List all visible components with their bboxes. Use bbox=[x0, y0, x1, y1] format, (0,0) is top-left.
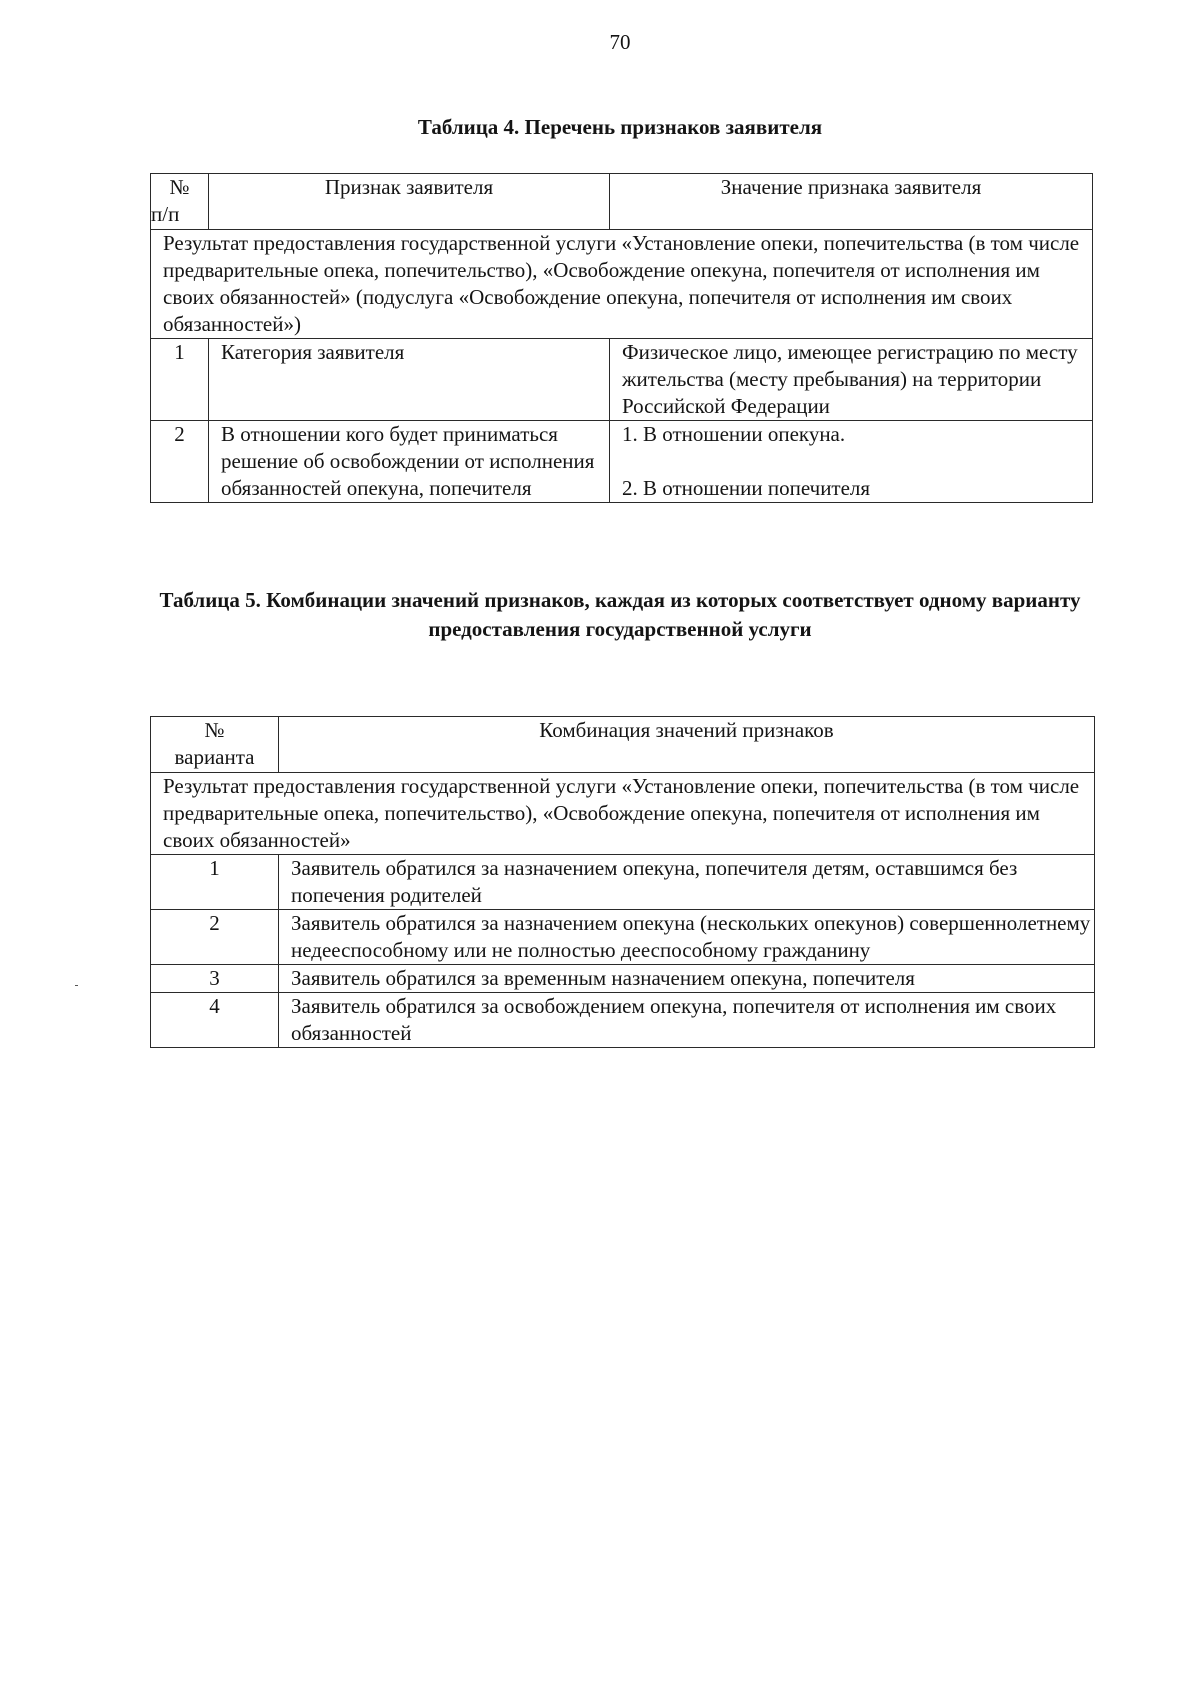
applicant-features-table bbox=[150, 173, 1093, 503]
table-row bbox=[151, 910, 1095, 965]
row-text: Заявитель обратился за назначением опекуна, попечителя детям, оставшимся без попечения родителей bbox=[279, 855, 1095, 910]
value-option: 2. В отношении попечителя bbox=[622, 476, 871, 500]
row-number: 1 bbox=[151, 339, 209, 421]
row-number: 3 bbox=[151, 965, 279, 993]
row-value: Физическое лицо, имеющее регистрацию по месту жительства (месту пребывания) на территории Российской Федерации bbox=[610, 339, 1093, 421]
header-num-cell bbox=[151, 174, 209, 230]
table-row bbox=[151, 965, 1095, 993]
feature-combinations-table bbox=[150, 716, 1095, 1048]
section-text: Результат предоставления государственной услуги «Установление опеки, попечительства (в том числе предварительные опека, попечительство), «Освобождение опекуна, попечителя от исполнения им своих обязанностей» (подуслуга «Освобождение опекуна, попечителя от исполнения им своих обязанностей») bbox=[151, 230, 1093, 339]
header-combination: Комбинация значений признаков bbox=[279, 717, 1095, 773]
page-number: 70 bbox=[609, 30, 631, 54]
table-header-row bbox=[151, 174, 1093, 230]
header-feature: Признак заявителя bbox=[209, 174, 610, 230]
header-num-cell bbox=[151, 717, 279, 773]
table-row bbox=[151, 855, 1095, 910]
section-text: Результат предоставления государственной услуги «Установление опеки, попечительства (в том числе предварительные опека, попечительство), «Освобождение опекуна, попечителя от исполнения им своих обязанностей» bbox=[151, 773, 1095, 855]
row-number: 4 bbox=[151, 993, 279, 1048]
row-value bbox=[610, 421, 1093, 503]
row-number: 1 bbox=[151, 855, 279, 910]
header-num-symbol: № bbox=[169, 175, 190, 199]
header-value: Значение признака заявителя bbox=[610, 174, 1093, 230]
row-text: Заявитель обратился за освобождением опекуна, попечителя от исполнения им своих обязанностей bbox=[279, 993, 1095, 1048]
table5-title: Таблица 5. Комбинации значений признаков, каждая из которых соответствует одному варианту предоставления государственной услуги bbox=[159, 588, 1081, 641]
table-row bbox=[151, 993, 1095, 1048]
header-num-abbrev: п/п bbox=[151, 202, 180, 226]
section-row bbox=[151, 230, 1093, 339]
row-feature: Категория заявителя bbox=[209, 339, 610, 421]
table-header-row bbox=[151, 717, 1095, 773]
row-number: 2 bbox=[151, 421, 209, 503]
value-option: 1. В отношении опекуна. bbox=[622, 422, 846, 446]
scan-artifact bbox=[75, 985, 78, 986]
row-text: Заявитель обратился за назначением опекуна (нескольких опекунов) совершеннолетнему недееспособному или не полностью дееспособному гражданину bbox=[279, 910, 1095, 965]
header-num-label: варианта bbox=[174, 745, 255, 769]
row-number: 2 bbox=[151, 910, 279, 965]
header-num-symbol: № bbox=[204, 718, 225, 742]
row-feature: В отношении кого будет приниматься решение об освобождении от исполнения обязанностей опекуна, попечителя bbox=[209, 421, 610, 503]
row-text: Заявитель обратился за временным назначением опекуна, попечителя bbox=[279, 965, 1095, 993]
table-row bbox=[151, 339, 1093, 421]
table4-title: Таблица 4. Перечень признаков заявителя bbox=[417, 115, 823, 139]
table-row bbox=[151, 421, 1093, 503]
section-row bbox=[151, 773, 1095, 855]
